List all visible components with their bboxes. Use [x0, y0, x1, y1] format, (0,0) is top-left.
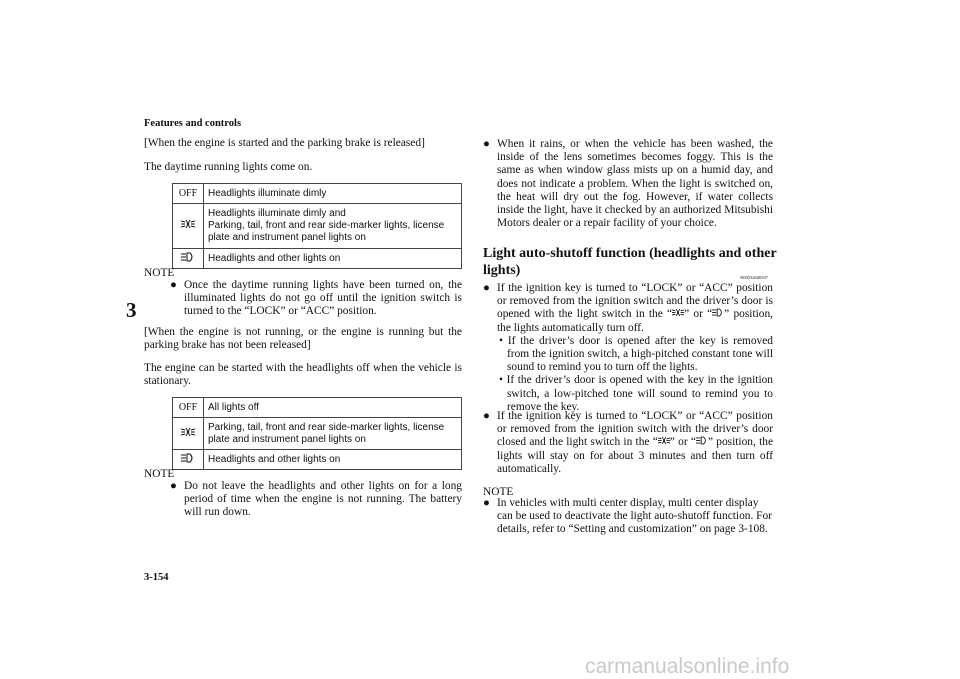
sub-bullet: • If the driver’s door is opened with the key in the ignition switch, a low-pitched tone will sound to remind you to remove the key. — [499, 374, 773, 413]
headlight-icon — [712, 309, 724, 319]
note-label: NOTE — [144, 267, 175, 279]
table-cell: Headlights illuminate dimly and Parking, tail, front and rear side-marker lights, license plate and instrument panel lights on — [204, 204, 462, 249]
table-cell: Headlights illuminate dimly — [204, 184, 462, 204]
note-lens-fog: ● When it rains, or when the vehicle has been washed, the inside of the lens sometimes becomes foggy. This is the same as when window glass mists up on a humid day, and does not indicate a problem. When the light is switched on, the heat will dry out the fog. However, if water collects inside the light, have it checked by an authorized Mitsubishi Motors dealer or a repair facility of your choice. — [483, 138, 773, 230]
parking-light-icon — [672, 309, 684, 319]
auto-shutoff-bullet-1: ● If the ignition key is turned to “LOCK” or “ACC” position or removed from the ignition switch and the driver’s door is opened with the light switch in the “ ” or “ ” position, the lights automatically turn off. • If the driver’s door is opened after the key is removed from the ignition switch, a high-pitched constant tone will sound to remind you to turn off the lights. • If the driver’s door is opened with the key in the ignition switch, a low-pitched tone will sound to remind you to remove the key. — [483, 282, 774, 413]
parking-light-icon — [173, 204, 204, 249]
table-row — [173, 398, 462, 418]
headlight-icon — [173, 249, 204, 269]
bullet-icon: ● — [483, 497, 490, 509]
page-number: 3-154 — [144, 572, 169, 583]
document-code: N00532600307 — [740, 275, 768, 280]
light-table-engine-stopped — [172, 397, 462, 470]
bullet-icon: ● — [170, 480, 177, 492]
off-label: OFF — [173, 398, 204, 418]
table-cell: Parking, tail, front and rear side-marker lights, license plate and instrument panel lights on — [204, 418, 462, 450]
bullet-icon: ● — [483, 410, 490, 422]
condition-engine-not-running: [When the engine is not running, or the engine is running but the parking brake has not been released] — [144, 326, 462, 352]
table-cell: Headlights and other lights on — [204, 450, 462, 470]
table-row — [173, 249, 462, 269]
table-row — [173, 204, 462, 249]
bullet-icon: ● — [483, 282, 490, 294]
headlight-icon — [696, 437, 708, 447]
bullet-icon: ● — [483, 138, 490, 150]
table-row — [173, 184, 462, 204]
table-row — [173, 418, 462, 450]
section-header: Features and controls — [144, 118, 242, 129]
watermark: carmanualsonline.info — [585, 655, 790, 678]
parking-light-icon — [658, 437, 670, 447]
table-cell: Headlights and other lights on — [204, 249, 462, 269]
table-cell: All lights off — [204, 398, 462, 418]
note-multi-center-display: ● In vehicles with multi center display, multi center display can be used to deactivate the light auto-shutoff function. For details, refer to “Setting and customization” on page 3-108. — [483, 497, 772, 536]
bullet-icon: ● — [170, 279, 177, 291]
chapter-tab: 3 — [126, 298, 137, 322]
note-daytime-lights: ● Once the daytime running lights have been turned on, the illuminated lights do not go off until the ignition switch is turned to the “LOCK” or “ACC” position. — [170, 279, 462, 318]
intro-daytime-lights: The daytime running lights come on. — [144, 161, 313, 173]
intro-headlights-off: The engine can be started with the headlights off when the vehicle is stationary. — [144, 362, 462, 388]
sub-bullet: • If the driver’s door is opened after the key is removed from the ignition switch, a high-pitched constant tone will sound to remind you to turn off the lights. — [499, 334, 773, 374]
note-label: NOTE — [144, 468, 175, 480]
condition-engine-started: [When the engine is started and the parking brake is released] — [144, 137, 425, 149]
table-row — [173, 450, 462, 470]
headlight-icon — [173, 450, 204, 470]
auto-shutoff-bullet-2: ● If the ignition key is turned to “LOCK” or “ACC” position or removed from the ignition switch with the driver’s door closed and the light switch in the “ ” or “ ” position, the lights will stay on for about 3 minutes and then turn off automatically. — [483, 410, 773, 475]
note-label: NOTE — [483, 486, 514, 498]
light-table-engine-running — [172, 183, 462, 269]
note-battery: ● Do not leave the headlights and other lights on for a long period of time when the engine is not running. The battery will run down. — [170, 480, 462, 519]
section-heading: Light auto-shutoff function (headlights and other lights) — [483, 246, 777, 278]
parking-light-icon — [173, 418, 204, 450]
off-label: OFF — [173, 184, 204, 204]
